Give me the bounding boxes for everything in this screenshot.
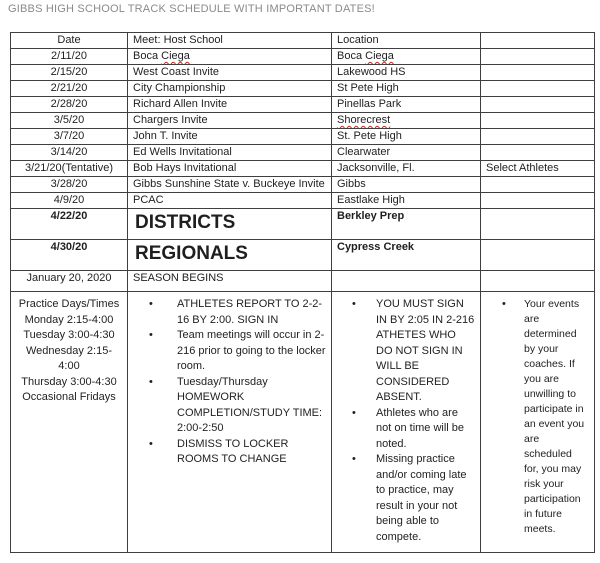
table-row (11, 193, 595, 209)
date-cell: 2/21/20 (11, 81, 128, 97)
date-cell: 3/14/20 (11, 145, 128, 161)
notes-cell (481, 65, 595, 81)
practice-line: Practice Days/Times (18, 298, 120, 310)
header-row (11, 33, 595, 49)
meet-cell: REGIONALS (128, 240, 332, 271)
date-cell: 2/15/20 (11, 65, 128, 81)
bullet-list (133, 297, 326, 468)
location-cell: Cypress Creek (332, 240, 481, 271)
header-location: Location (332, 33, 481, 49)
table-row (11, 209, 595, 240)
bullet-text: DISMISS TO LOCKER ROOMS TO CHANGE (177, 437, 289, 465)
bullet-icon: • (502, 298, 506, 310)
date-cell: 4/22/20 (11, 209, 128, 240)
notes-cell (481, 49, 595, 65)
table-row (11, 161, 595, 177)
notes-cell (481, 81, 595, 97)
date-cell: 3/28/20 (11, 177, 128, 193)
misspelled-word: Ciega (365, 50, 394, 62)
sign-in-rules-cell (332, 292, 481, 553)
notes-cell (481, 209, 595, 240)
bullet-text: ATHLETES REPORT TO 2-2-16 BY 2:00. SIGN IN (177, 298, 323, 326)
location-cell: Boca Ciega (332, 49, 481, 65)
practice-line: Tuesday 3:00-4:30 (23, 329, 115, 341)
notes-cell (481, 97, 595, 113)
practice-line: Occasional Fridays (22, 391, 116, 403)
bullet-icon: • (149, 329, 153, 341)
table-row (11, 65, 595, 81)
meet-cell: Boca Ciega (128, 49, 332, 65)
table-row (11, 49, 595, 65)
bullet-icon: • (149, 375, 153, 388)
table-row (11, 81, 595, 97)
location-cell (332, 113, 481, 129)
bullet-icon: • (149, 437, 153, 450)
date-cell: 3/7/20 (11, 129, 128, 145)
bullet-text: YOU MUST SIGN IN BY 2:05 IN 2-216 ATHETES WHO DO NOT SIGN IN WILL BE CONSIDERED ABSENT. (376, 298, 475, 403)
bullet-text: Tuesday/Thursday HOMEWORK COMPLETION/STUDY TIME: 2:00-2:50 (177, 375, 323, 434)
location-cell: Lakewood HS (332, 65, 481, 81)
meet-cell: Ed Wells Invitational (128, 145, 332, 161)
practice-lines (16, 297, 122, 406)
meet-cell: City Championship (128, 81, 332, 97)
meet-cell: Gibbs Sunshine State v. Buckeye Invite (128, 177, 332, 193)
meet-cell: Richard Allen Invite (128, 97, 332, 113)
date-cell: 2/28/20 (11, 97, 128, 113)
location-cell: St Pete High (332, 81, 481, 97)
info-table (10, 291, 595, 553)
date-cell: 3/21/20(Tentative) (11, 161, 128, 177)
meet-cell: Bob Hays Invitational (128, 161, 332, 177)
bullet-list (486, 297, 589, 537)
practice-line: Thursday 3:00-4:30 (21, 375, 117, 388)
header-notes (481, 33, 595, 49)
schedule-body (11, 49, 595, 296)
bullet-item (133, 328, 326, 375)
bullet-item (486, 297, 589, 537)
table-row (11, 177, 595, 193)
notes-cell (481, 193, 595, 209)
location-cell: Eastlake High (332, 193, 481, 209)
meet-cell: SEASON BEGINS (128, 271, 332, 296)
bullet-item (337, 297, 475, 406)
info-row (11, 292, 595, 553)
location-cell: Berkley Prep (332, 209, 481, 240)
date-cell: 4/9/20 (11, 193, 128, 209)
date-cell: 2/11/20 (11, 49, 128, 65)
bullet-icon: • (352, 406, 356, 419)
table-row (11, 97, 595, 113)
notes-cell (481, 145, 595, 161)
notes-cell (481, 240, 595, 271)
date-cell: January 20, 2020 (11, 271, 128, 296)
bullet-list (337, 297, 475, 545)
location-cell: Clearwater (332, 145, 481, 161)
date-cell: 3/5/20 (11, 113, 128, 129)
location-cell: Jacksonville, Fl. (332, 161, 481, 177)
bullet-text: Athletes who are not on time will be noted. (376, 406, 465, 450)
meet-cell: PCAC (128, 193, 332, 209)
bullet-icon: • (149, 298, 153, 310)
table-row (11, 145, 595, 161)
table-row (11, 113, 595, 129)
practice-line: 4:00 (58, 360, 80, 372)
bullet-item (133, 375, 326, 437)
notes-cell (481, 177, 595, 193)
practice-days-cell (11, 292, 128, 553)
events-policy-cell (481, 292, 595, 553)
report-procedures-cell (128, 292, 332, 553)
bullet-icon: • (352, 453, 356, 465)
location-cell: Pinellas Park (332, 97, 481, 113)
meet-cell: John T. Invite (128, 129, 332, 145)
misspelled-word: Ciega (161, 50, 190, 62)
bullet-item (337, 406, 475, 453)
header-meet-host-school: Meet: Host School (128, 33, 332, 49)
practice-line: Monday 2:15-4:00 (24, 313, 114, 326)
page-title: GIBBS HIGH SCHOOL TRACK SCHEDULE WITH IMPORTANT DATES! (8, 3, 375, 15)
misspelled-word: Shorecrest (337, 114, 391, 126)
practice-line: Wednesday 2:15- (25, 344, 113, 357)
schedule-table (10, 32, 595, 296)
bullet-icon: • (352, 298, 356, 310)
meet-cell: Chargers Invite (128, 113, 332, 129)
bullet-item (337, 452, 475, 545)
meet-cell: DISTRICTS (128, 209, 332, 240)
bullet-item (133, 437, 326, 468)
bullet-text: Your events are determined by your coaches. If you are unwilling to participate in an event you are scheduled for, you may risk your participation in future meets. (524, 298, 585, 535)
table-row (11, 129, 595, 145)
location-cell: St. Pete High (332, 129, 481, 145)
header-date: Date (11, 33, 128, 49)
notes-cell: Select Athletes (481, 161, 595, 177)
notes-cell (481, 113, 595, 129)
notes-cell (481, 129, 595, 145)
table-row (11, 240, 595, 271)
bullet-text: Team meetings will occur in 2-216 prior to going to the locker room. (177, 329, 326, 372)
date-cell: 4/30/20 (11, 240, 128, 271)
location-cell: Gibbs (332, 177, 481, 193)
bullet-text: Missing practice and/or coming late to practice, may result in your not being able to compete. (376, 453, 467, 543)
bullet-item (133, 297, 326, 328)
meet-cell: West Coast Invite (128, 65, 332, 81)
